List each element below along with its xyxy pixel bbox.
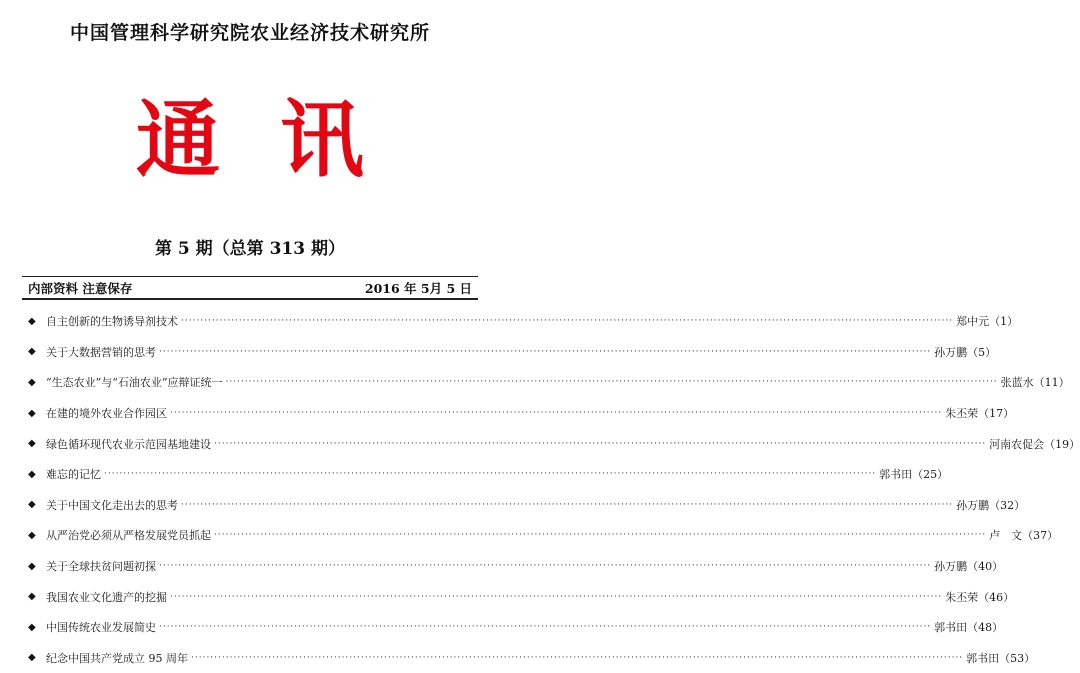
dot-leader: ········································································································································································································ xyxy=(225,377,998,388)
dot-leader: ········································································································································································································ xyxy=(214,530,987,541)
toc-entry[interactable] xyxy=(28,459,949,490)
toc-author: 张蓝水 xyxy=(1000,376,1034,390)
toc-author: 郭书田 xyxy=(879,468,913,482)
toc-page-number: （19） xyxy=(1044,437,1080,451)
toc-title: “生态农业”与“石油农业”应辩证统一 xyxy=(46,376,223,390)
diamond-bullet-icon: ◆ xyxy=(28,560,36,572)
diamond-bullet-icon: ◆ xyxy=(28,529,36,541)
toc-title: 自主创新的生物诱导剂技术 xyxy=(46,315,178,329)
toc-author: 卢 文 xyxy=(989,529,1023,543)
toc-author: 孙万鹏 xyxy=(934,345,968,359)
toc-author: 郭书田 xyxy=(966,651,1000,665)
toc-page-number: （1） xyxy=(989,315,1019,329)
toc-page-number: （40） xyxy=(967,560,1004,574)
toc-title: 纪念中国共产党成立 95 周年 xyxy=(46,651,188,665)
toc-title: 从严治党必须从严格发展党员抓起 xyxy=(46,529,211,543)
diamond-bullet-icon: ◆ xyxy=(28,591,36,603)
toc-entry[interactable] xyxy=(28,490,1026,521)
bottom-rule xyxy=(22,298,478,300)
issue-number: 第 5 期（总第 313 期） xyxy=(155,239,345,259)
diamond-bullet-icon: ◆ xyxy=(28,468,36,480)
diamond-bullet-icon: ◆ xyxy=(28,652,36,664)
toc-entry[interactable] xyxy=(28,581,1015,612)
diamond-bullet-icon: ◆ xyxy=(28,407,36,419)
internal-notice: 内部资料 注意保存 xyxy=(28,281,133,296)
toc-author: 郭书田 xyxy=(934,621,968,635)
publish-date: 2016 年 5月 5 日 xyxy=(364,281,472,296)
toc-page-number: （46） xyxy=(978,590,1015,604)
toc-entry[interactable] xyxy=(28,643,1036,673)
toc-title: 绿色循环现代农业示范园基地建设 xyxy=(46,437,211,451)
toc-entry[interactable] xyxy=(28,551,1004,582)
toc-entry[interactable] xyxy=(28,337,997,368)
table-of-contents xyxy=(28,306,1080,673)
toc-author: 郑中元 xyxy=(956,315,990,329)
dot-leader: ········································································································································································································ xyxy=(170,591,943,602)
toc-page-number: （37） xyxy=(1022,529,1059,543)
toc-title: 难忘的记忆 xyxy=(46,468,101,482)
dot-leader: ········································································································································································································ xyxy=(214,438,987,449)
masthead-char-2: 讯 xyxy=(280,90,365,189)
toc-page-number: （11） xyxy=(1033,376,1070,390)
dot-leader: ········································································································································································································ xyxy=(159,346,932,357)
toc-title: 关于中国文化走出去的思考 xyxy=(46,498,178,512)
toc-author: 朱丕荣 xyxy=(945,590,979,604)
toc-title: 我国农业文化遗产的挖掘 xyxy=(46,590,167,604)
toc-title: 在建的境外农业合作园区 xyxy=(46,407,167,421)
meta-bar xyxy=(28,279,472,297)
diamond-bullet-icon: ◆ xyxy=(28,438,36,450)
dot-leader: ········································································································································································································ xyxy=(181,499,954,510)
diamond-bullet-icon: ◆ xyxy=(28,315,36,327)
toc-entry[interactable] xyxy=(28,612,1004,643)
toc-author: 朱丕荣 xyxy=(945,407,979,421)
dot-leader: ········································································································································································································ xyxy=(159,622,932,633)
toc-title: 关于大数据营销的思考 xyxy=(46,345,156,359)
dot-leader: ········································································································································································································ xyxy=(191,652,964,663)
masthead-char-1: 通 xyxy=(135,90,220,189)
toc-author: 孙万鹏 xyxy=(934,560,968,574)
toc-title: 关于全球扶贫问题初探 xyxy=(46,560,156,574)
toc-page-number: （25） xyxy=(912,468,949,482)
dot-leader: ········································································································································································································ xyxy=(159,561,932,572)
institute-name: 中国管理科学研究院农业经济技术研究所 xyxy=(69,22,430,44)
toc-author: 孙万鹏 xyxy=(956,498,990,512)
dot-leader: ········································································································································································································ xyxy=(181,316,954,327)
toc-page-number: （17） xyxy=(978,407,1015,421)
masthead-title xyxy=(0,90,500,189)
toc-entry[interactable] xyxy=(28,398,1015,429)
diamond-bullet-icon: ◆ xyxy=(28,621,36,633)
toc-author: 河南农促会 xyxy=(989,437,1045,451)
dot-leader: ········································································································································································································ xyxy=(170,408,943,419)
diamond-bullet-icon: ◆ xyxy=(28,376,36,388)
top-rule xyxy=(22,276,478,277)
toc-entry[interactable] xyxy=(28,367,1070,398)
diamond-bullet-icon: ◆ xyxy=(28,499,36,511)
toc-entry[interactable] xyxy=(28,428,1080,459)
diamond-bullet-icon: ◆ xyxy=(28,346,36,358)
toc-title: 中国传统农业发展简史 xyxy=(46,621,156,635)
toc-page-number: （48） xyxy=(967,621,1004,635)
dot-leader: ········································································································································································································ xyxy=(104,469,877,480)
toc-entry[interactable] xyxy=(28,520,1059,551)
toc-entry[interactable] xyxy=(28,306,1019,337)
toc-page-number: （53） xyxy=(999,651,1036,665)
toc-page-number: （32） xyxy=(989,498,1026,512)
toc-page-number: （5） xyxy=(967,345,997,359)
